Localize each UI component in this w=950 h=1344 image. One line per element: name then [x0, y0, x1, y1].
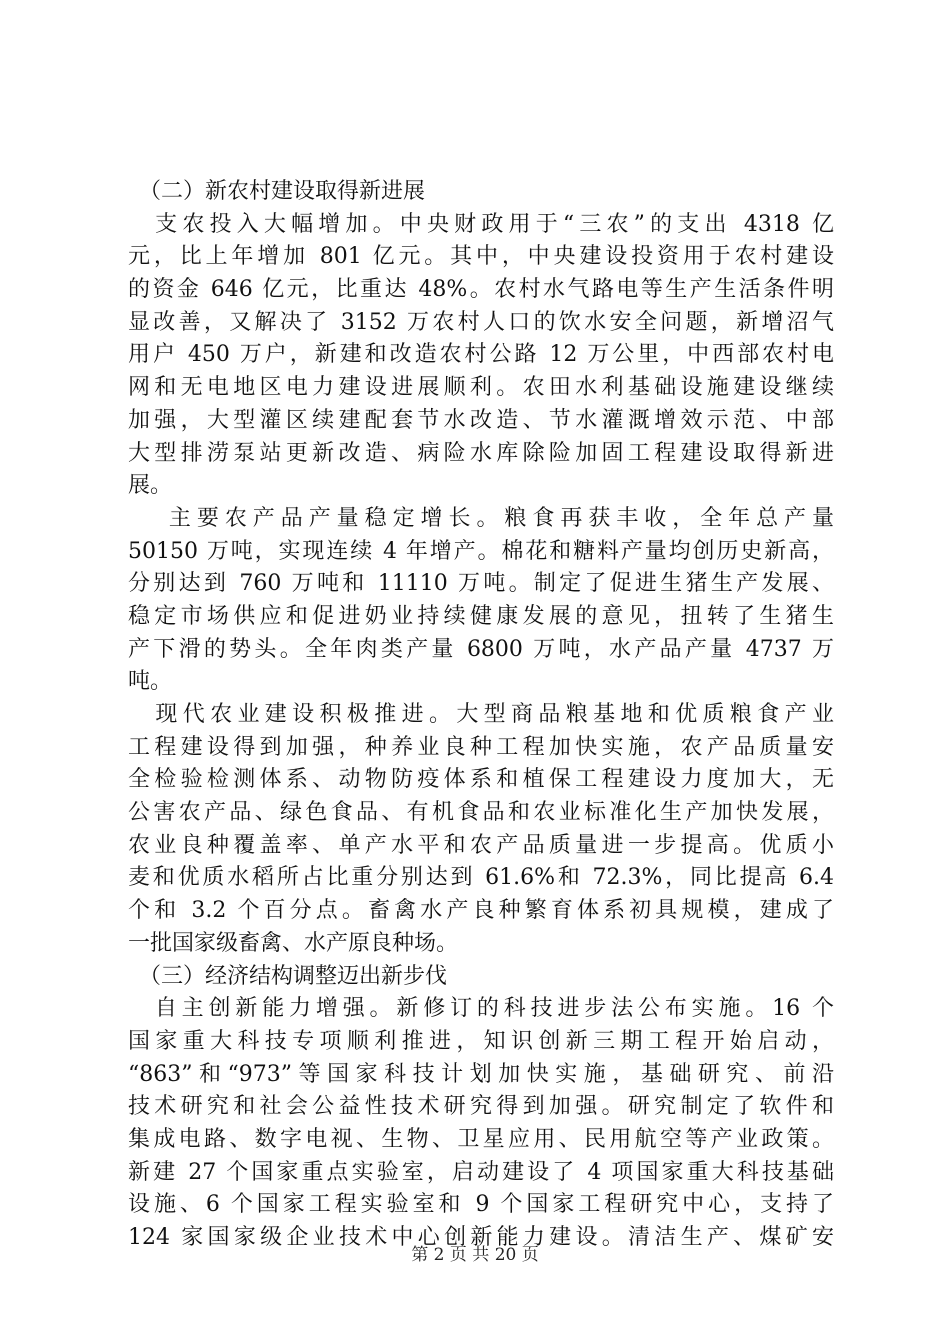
paragraph-line: 支农投入大幅增加。中央财政用于“三农”的支出 4318 亿	[128, 211, 834, 237]
section-heading: （二）新农村建设取得新进展	[128, 179, 426, 204]
paragraph-line: 技术研究和社会公益性技术研究得到加强。研究制定了软件和	[128, 1094, 834, 1120]
paragraph-line: 稳定市场供应和促进奶业持续健康发展的意见，扭转了生猪生	[128, 603, 834, 629]
section-heading: （三）经济结构调整迈出新步伐	[128, 963, 448, 989]
paragraph-line: 农业良种覆盖率、单产水平和农产品质量进一步提高。优质小	[128, 832, 834, 858]
paragraph-line: 一批国家级畜禽、水产原良种场。	[128, 930, 459, 956]
paragraph-line: “863”和“973”等国家科技计划加快实施，基础研究、前沿	[128, 1061, 834, 1087]
paragraph-line: 分别达到 760 万吨和 11110 万吨。制定了促进生猪生产发展、	[128, 571, 834, 597]
paragraph-line: 50150 万吨，实现连续 4 年增产。棉花和糖料产量均创历史新高，	[128, 538, 834, 564]
paragraph-line: 新建 27 个国家重点实验室，启动建设了 4 项国家重大科技基础	[128, 1159, 834, 1185]
paragraph-line: 用户 450 万户，新建和改造农村公路 12 万公里，中西部农村电	[128, 342, 834, 368]
paragraph-line: 展。	[128, 473, 173, 499]
paragraph-line: 公害农产品、绿色食品、有机食品和农业标准化生产加快发展，	[128, 800, 834, 826]
paragraph-line: 国家重大科技专项顺利推进，知识创新三期工程开始启动，	[128, 1028, 834, 1054]
page-footer	[0, 1240, 950, 1265]
paragraph-line: 吨。	[128, 669, 173, 695]
paragraph-line: 个和 3.2 个百分点。畜禽水产良种繁育体系初具规模，建成了	[128, 898, 834, 924]
paragraph-line: 产下滑的势头。全年肉类产量 6800 万吨，水产品产量 4737 万	[128, 636, 834, 662]
paragraph-line: 设施、6 个国家工程实验室和 9 个国家工程研究中心，支持了	[128, 1192, 834, 1218]
paragraph-line: 集成电路、数字电视、生物、卫星应用、民用航空等产业政策。	[128, 1126, 834, 1152]
paragraph-line: 124 家国家级企业技术中心创新能力建设。清洁生产、煤矿安	[128, 1225, 834, 1250]
paragraph-line: 主要农产品产量稳定增长。粮食再获丰收，全年总产量	[128, 505, 834, 531]
paragraph-line: 元，比上年增加 801 亿元。其中，中央建设投资用于农村建设	[128, 244, 834, 270]
paragraph-line: 网和无电地区电力建设进展顺利。农田水利基础设施建设继续	[128, 375, 834, 401]
paragraph-line: 自主创新能力增强。新修订的科技进步法公布实施。16 个	[128, 996, 834, 1022]
paragraph-line: 大型排涝泵站更新改造、病险水库除险加固工程建设取得新进	[128, 440, 834, 466]
document-body	[128, 176, 834, 1255]
paragraph-line: 加强，大型灌区续建配套节水改造、节水灌溉增效示范、中部	[128, 407, 834, 433]
paragraph-line: 麦和优质水稻所占比重分别达到 61.6%和 72.3%，同比提高 6.4	[128, 865, 834, 891]
paragraph-line: 全检验检测体系、动物防疫体系和植保工程建设力度加大，无	[128, 767, 834, 793]
paragraph-line: 工程建设得到加强，种养业良种工程加快实施，农产品质量安	[128, 734, 834, 760]
paragraph-line: 现代农业建设积极推进。大型商品粮基地和优质粮食产业	[128, 702, 834, 727]
paragraph-line: 的资金 646 亿元，比重达 48%。农村水气路电等生产生活条件明	[128, 277, 834, 303]
paragraph-line: 显改善，又解决了 3152 万农村人口的饮水安全问题，新增沼气	[128, 309, 834, 335]
page-number: 第 2 页 共 20 页	[411, 1245, 539, 1265]
